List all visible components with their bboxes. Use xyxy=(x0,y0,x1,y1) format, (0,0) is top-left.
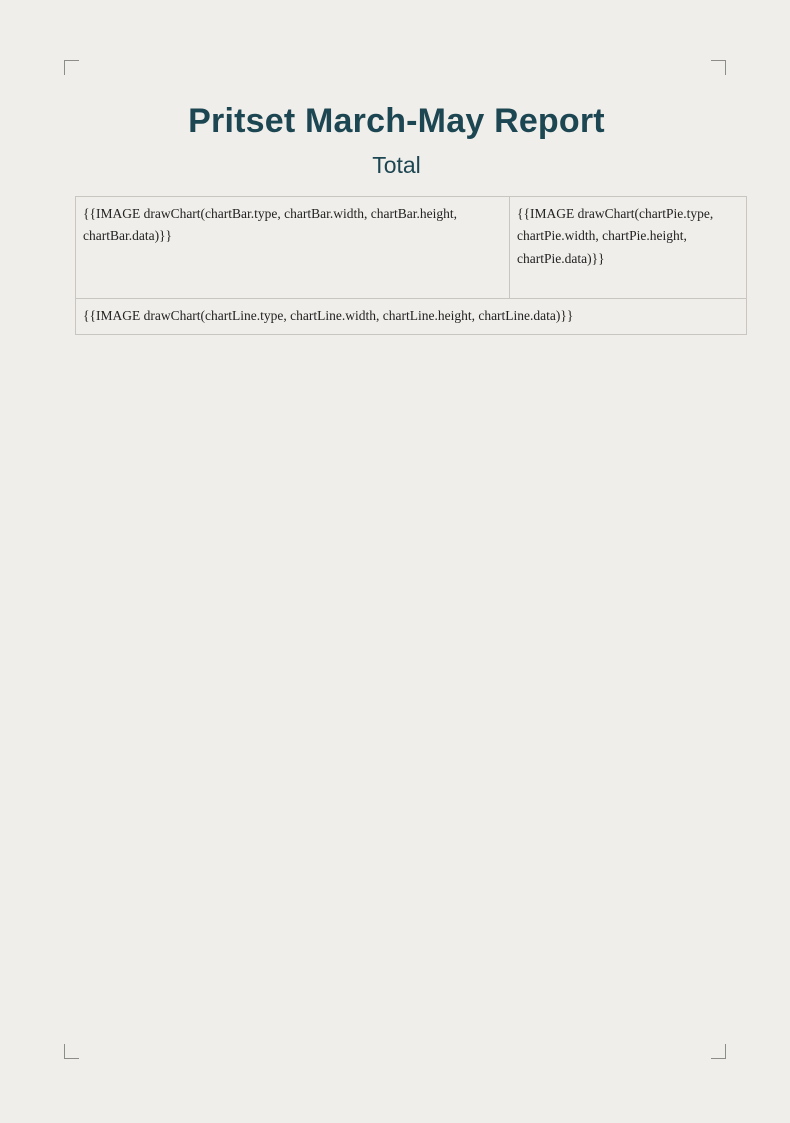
table-row xyxy=(76,299,747,335)
page-title: Pritset March-May Report xyxy=(188,102,605,140)
crop-mark-bottom-left xyxy=(64,1044,79,1059)
chart-placeholder-table xyxy=(75,196,747,335)
line-chart-placeholder-cell[interactable]: {{IMAGE drawChart(chartLine.type, chartLine.width, chartLine.height, chartLine.data)}} xyxy=(76,299,747,335)
crop-mark-top-right xyxy=(711,60,726,75)
table-row xyxy=(76,197,747,299)
crop-mark-top-left xyxy=(64,60,79,75)
bar-chart-placeholder-cell[interactable]: {{IMAGE drawChart(chartBar.type, chartBar.width, chartBar.height, chartBar.data)}} xyxy=(76,197,510,299)
page-subtitle: Total xyxy=(372,151,421,178)
document-body xyxy=(75,100,718,335)
crop-mark-bottom-right xyxy=(711,1044,726,1059)
pie-chart-placeholder-cell[interactable]: {{IMAGE drawChart(chartPie.type, chartPie.width, chartPie.height, chartPie.data)}} xyxy=(510,197,747,299)
